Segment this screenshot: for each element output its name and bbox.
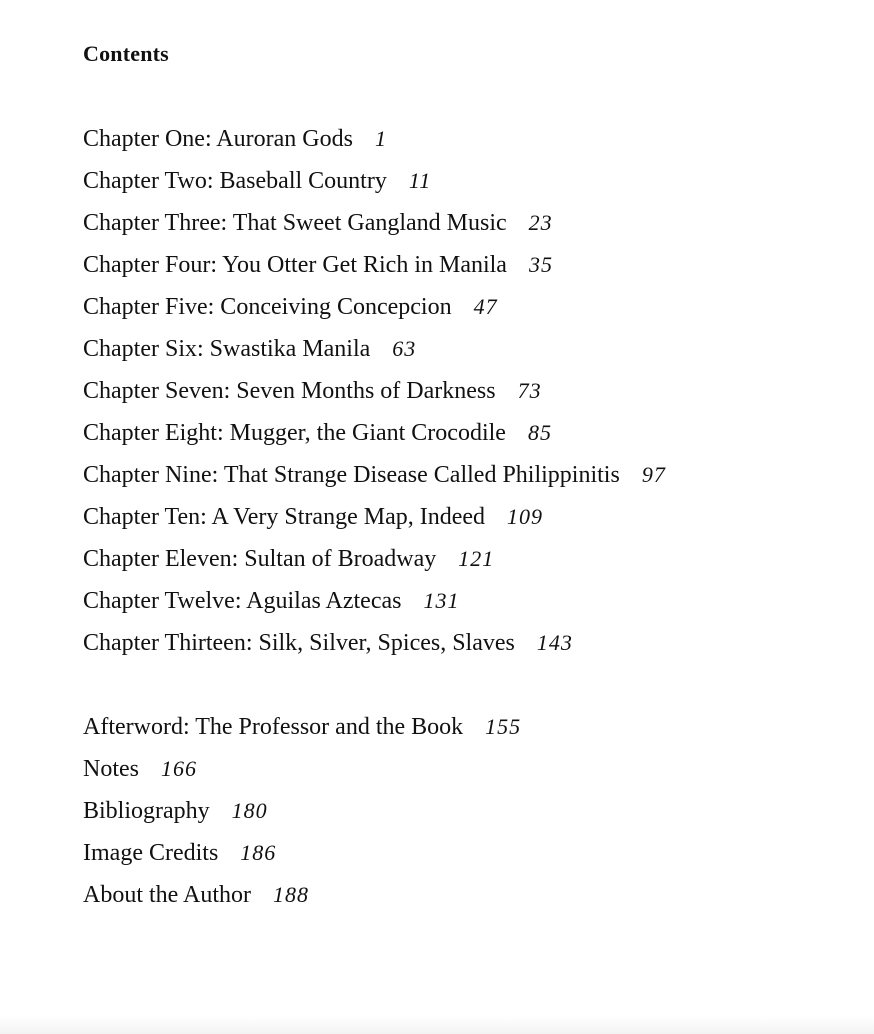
toc-entry-page: 73 (517, 378, 542, 403)
toc-entry-page: 35 (528, 252, 553, 277)
toc-entry-title: Chapter Six: Swastika Manila (83, 336, 371, 362)
section-divider (83, 666, 666, 708)
toc-entry-title: Chapter Nine: That Strange Disease Called Philippinitis (83, 462, 620, 488)
toc-entry-chapter-6[interactable] (83, 330, 666, 372)
toc-entry-title: Chapter Thirteen: Silk, Silver, Spices, Slaves (83, 630, 515, 656)
toc-entry-page: 180 (231, 798, 268, 823)
toc-entry-page: 166 (161, 756, 197, 781)
toc-entry-chapter-4[interactable] (83, 246, 666, 288)
toc-entry-chapter-1[interactable] (83, 120, 666, 162)
toc-entry-chapter-2[interactable] (83, 162, 666, 204)
toc-entry-bibliography[interactable] (83, 792, 666, 834)
toc-entry-notes[interactable] (83, 750, 666, 792)
toc-entry-afterword[interactable] (83, 708, 666, 750)
toc-entry-page: 63 (392, 336, 417, 361)
toc-entry-title: Afterword: The Professor and the Book (83, 714, 464, 740)
toc-entry-page: 11 (408, 168, 432, 193)
contents-heading: Contents (83, 41, 169, 66)
toc-entry-chapter-11[interactable] (83, 540, 666, 582)
toc-entry-page: 109 (507, 504, 544, 529)
toc-entry-chapter-12[interactable] (83, 582, 666, 624)
toc-entry-title: Image Credits (83, 840, 219, 866)
toc-entry-title: Chapter Five: Conceiving Concepcion (83, 294, 452, 320)
toc-entry-title: Notes (83, 756, 139, 782)
toc-entry-title: Chapter Three: That Sweet Gangland Music (83, 210, 507, 236)
toc-entry-page: 143 (536, 630, 573, 655)
toc-entry-page: 131 (423, 588, 460, 613)
toc-entry-page: 23 (528, 210, 553, 235)
toc-entry-chapter-10[interactable] (83, 498, 666, 540)
toc-entry-title: Chapter Ten: A Very Strange Map, Indeed (83, 504, 486, 530)
toc-entry-page: 47 (473, 294, 498, 319)
toc-entry-page: 186 (240, 840, 277, 865)
toc-entry-page: 85 (527, 420, 552, 445)
toc-entry-title: Chapter Twelve: Aguilas Aztecas (83, 588, 402, 614)
toc-entry-page: 97 (641, 462, 666, 487)
toc-entry-title: Chapter One: Auroran Gods (83, 126, 353, 152)
toc-entry-chapter-13[interactable] (83, 624, 666, 666)
page-bottom-edge (0, 1016, 874, 1034)
toc-entry-chapter-3[interactable] (83, 204, 666, 246)
toc-entry-chapter-5[interactable] (83, 288, 666, 330)
toc-entry-chapter-7[interactable] (83, 372, 666, 414)
toc-entry-title: Bibliography (83, 798, 210, 824)
toc-entry-title: Chapter Seven: Seven Months of Darkness (83, 378, 496, 404)
toc-entry-image-credits[interactable] (83, 834, 666, 876)
toc-entry-title: Chapter Eight: Mugger, the Giant Crocodile (83, 420, 506, 446)
toc-entry-page: 188 (273, 882, 309, 907)
toc-entry-page: 121 (458, 546, 495, 571)
table-of-contents (83, 120, 666, 918)
toc-entry-page: 1 (374, 126, 387, 151)
toc-entry-chapter-8[interactable] (83, 414, 666, 456)
toc-entry-title: Chapter Eleven: Sultan of Broadway (83, 546, 437, 572)
toc-entry-title: Chapter Four: You Otter Get Rich in Manila (83, 252, 507, 278)
toc-entry-title: Chapter Two: Baseball Country (83, 168, 387, 194)
toc-entry-chapter-9[interactable] (83, 456, 666, 498)
toc-entry-about-author[interactable] (83, 876, 666, 918)
toc-entry-page: 155 (485, 714, 522, 739)
toc-entry-title: About the Author (83, 882, 251, 908)
